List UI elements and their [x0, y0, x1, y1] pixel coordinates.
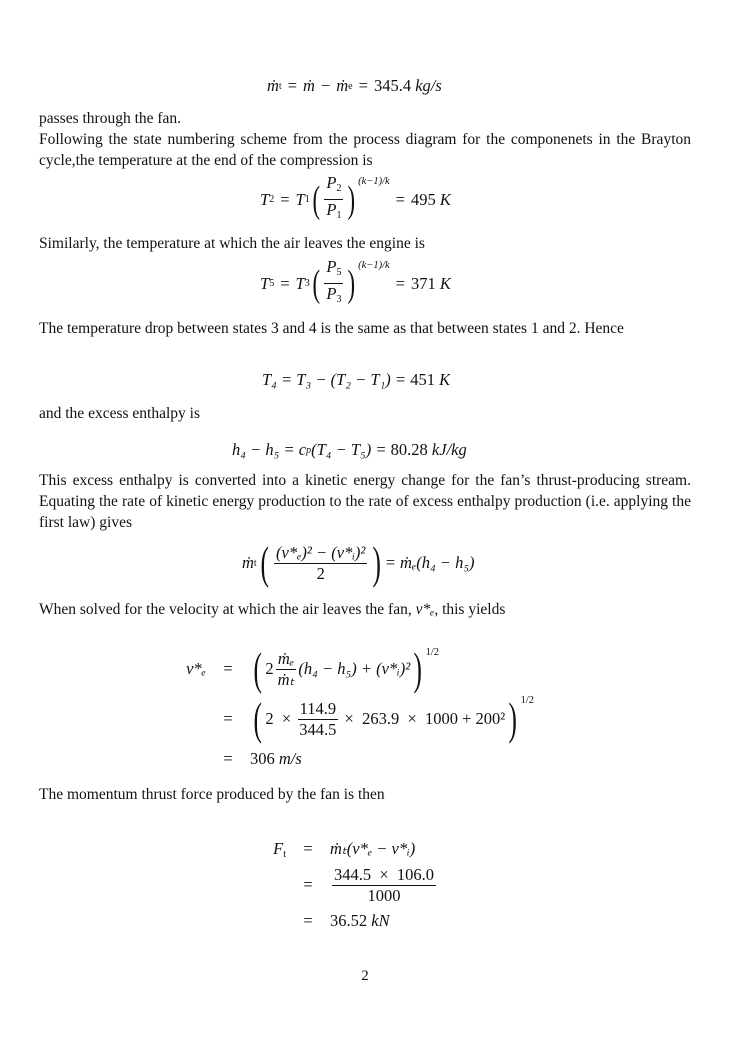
- thrust-fraction: [332, 866, 436, 905]
- page-number: 2: [361, 968, 369, 984]
- eq-expression: ṁₜ(v*ₑ − v*ᵢ): [330, 839, 416, 858]
- eq-unit: m/s: [278, 749, 302, 768]
- paragraph-text: When solved for the velocity at which the air leaves the fan,: [39, 601, 416, 618]
- eq-value: 36.52: [330, 911, 368, 930]
- eq-subscript: 5: [269, 278, 275, 289]
- eq-unit: kN: [371, 911, 390, 930]
- paragraph: Following the state numbering scheme from the process diagram for the componenets in the Brayton cycle,the temperature at the end of the compression is: [39, 131, 691, 169]
- equation-velocity: [170, 645, 534, 773]
- left-paren: (: [312, 262, 320, 305]
- inline-math: v*ₑ: [415, 601, 435, 618]
- equation-row: [170, 693, 534, 745]
- eq-subscript: t: [283, 848, 286, 860]
- left-paren: (: [312, 178, 320, 221]
- eq-exponent: (k−1)/k: [358, 260, 390, 271]
- frac-numerator: ṁₑ: [277, 648, 295, 668]
- eq-symbol: T: [295, 189, 305, 209]
- frac-denominator: 1000: [367, 885, 401, 905]
- frac-numerator: 114.9: [299, 698, 337, 718]
- paragraph: and the excess enthalpy is: [39, 405, 200, 422]
- left-paren: (: [260, 537, 269, 588]
- eq-value: 495: [410, 189, 436, 209]
- eq-lhs: F: [273, 838, 284, 858]
- right-paren: ): [372, 537, 382, 588]
- left-paren: (: [253, 643, 262, 694]
- paragraph: [39, 599, 691, 620]
- frac-numerator: (v*ₑ)² − (v*ᵢ)²: [276, 542, 366, 562]
- eq-operator: =: [223, 659, 233, 678]
- equation-T4: [262, 370, 450, 390]
- equation-row: [250, 908, 438, 934]
- equation-energy-balance: [242, 537, 475, 588]
- eq-expression: h₄ − h₅ = c: [232, 440, 307, 459]
- equation-T5: T 5 = T 3 ( $\frac{P_5}{P_3}$ ) (k−1)/k = 371 K: [260, 258, 451, 309]
- eq-operator: =: [223, 749, 233, 768]
- paragraph: The temperature drop between states 3 and 4 is the same as that between states 1 and 2. Hence: [39, 320, 624, 337]
- eq-operator: =: [303, 839, 313, 858]
- right-paren: ): [347, 178, 356, 221]
- frac-denominator: 344.5: [299, 719, 337, 739]
- eq-subscript: 2: [269, 194, 275, 205]
- eq-operator: =: [303, 875, 313, 894]
- right-paren: ): [347, 262, 356, 305]
- eq-symbol: P: [326, 284, 337, 303]
- equation-mass-flow: ṁ t = ṁ − ṁ e = 345.4 kg/s: [267, 76, 442, 95]
- eq-symbol: T: [260, 273, 270, 293]
- eq-unit: K: [439, 370, 451, 389]
- eq-unit: kg/s: [415, 76, 442, 95]
- eq-value: 80.28: [390, 440, 428, 459]
- eq-symbol: ṁ: [267, 76, 279, 95]
- eq-subscript: 1: [336, 210, 342, 221]
- eq-lhs: v*ₑ: [186, 659, 206, 678]
- eq-value: 345.4: [373, 76, 412, 95]
- eq-subscript: 5: [336, 267, 342, 278]
- eq-expression: = ṁₑ(h₄ − h₅): [384, 553, 475, 572]
- eq-unit: K: [439, 189, 451, 209]
- eq-subscript: 3: [336, 294, 342, 305]
- equation-row: [170, 645, 534, 693]
- eq-subscript: t: [278, 80, 282, 92]
- eq-exponent: 1/2: [520, 695, 535, 706]
- eq-symbol: ṁ: [303, 76, 315, 95]
- left-paren: (: [253, 693, 262, 744]
- eq-symbol: P: [326, 173, 337, 192]
- eq-operator: =: [303, 911, 313, 930]
- eq-subscript: p: [306, 444, 312, 456]
- eq-symbol: T: [260, 189, 270, 209]
- eq-expression: (T₄ − T₅) =: [311, 440, 387, 459]
- eq-unit: K: [439, 273, 451, 293]
- eq-expression: × 263.9 × 1000 + 200²: [344, 709, 506, 728]
- eq-expression: T₄ = T₃ − (T₂ − T₁) =: [262, 370, 407, 389]
- frac-denominator: ṁₜ: [277, 669, 295, 689]
- equation-T2: T 2 = T 1 ( $\frac{P_2}{P_1}$ ) (k−1)/k = 495 K: [260, 174, 451, 225]
- eq-expression: (h₄ − h₅) + (v*ᵢ)²: [298, 659, 411, 678]
- eq-symbol: P: [326, 200, 337, 219]
- eq-subscript: t: [253, 557, 257, 569]
- eq-subscript: 1: [304, 194, 310, 205]
- eq-value: 371: [410, 273, 436, 293]
- equation-row: [250, 836, 438, 862]
- paragraph: This excess enthalpy is converted into a kinetic energy change for the fan’s thrust-producing stream. Equating the rate of kinetic energy production to the rate of excess enthalpy production (i.e. applying the first law) gives: [39, 472, 691, 531]
- eq-value: 306: [250, 749, 275, 768]
- eq-expression: 2 ×: [265, 709, 292, 728]
- eq-expression: 2: [265, 659, 274, 678]
- eq-value: 451: [410, 370, 435, 389]
- paragraph: The momentum thrust force produced by the fan is then: [39, 786, 385, 803]
- eq-symbol: ṁ: [336, 76, 349, 95]
- eq-unit: kJ/kg: [431, 440, 467, 459]
- eq-exponent: 1/2: [425, 647, 439, 658]
- paragraph: Similarly, the temperature at which the air leaves the engine is: [39, 235, 425, 252]
- paragraph: passes through the fan.: [39, 110, 182, 127]
- eq-subscript: e: [348, 80, 353, 92]
- frac-denominator: 2: [316, 563, 325, 583]
- mass-ratio: [276, 650, 297, 689]
- eq-subscript: 3: [304, 278, 310, 289]
- kinetic-energy-fraction: [274, 544, 367, 583]
- equation-thrust: [250, 836, 438, 934]
- eq-symbol: P: [326, 257, 337, 276]
- eq-exponent: (k−1)/k: [358, 176, 390, 187]
- pressure-ratio: [324, 258, 343, 309]
- eq-operator: =: [223, 709, 233, 728]
- mass-ratio-numeric: [297, 700, 338, 739]
- eq-subscript: 2: [336, 183, 342, 194]
- eq-symbol: T: [295, 273, 305, 293]
- equation-enthalpy: [232, 440, 467, 460]
- right-paren: ): [413, 643, 423, 694]
- frac-numerator: 344.5 × 106.0: [334, 864, 435, 884]
- paragraph-text: , this yields: [434, 601, 506, 618]
- pressure-ratio: [324, 174, 343, 225]
- equation-row: [250, 862, 438, 908]
- eq-symbol: ṁ: [242, 553, 254, 572]
- equation-row: [170, 745, 534, 773]
- right-paren: ): [508, 693, 518, 744]
